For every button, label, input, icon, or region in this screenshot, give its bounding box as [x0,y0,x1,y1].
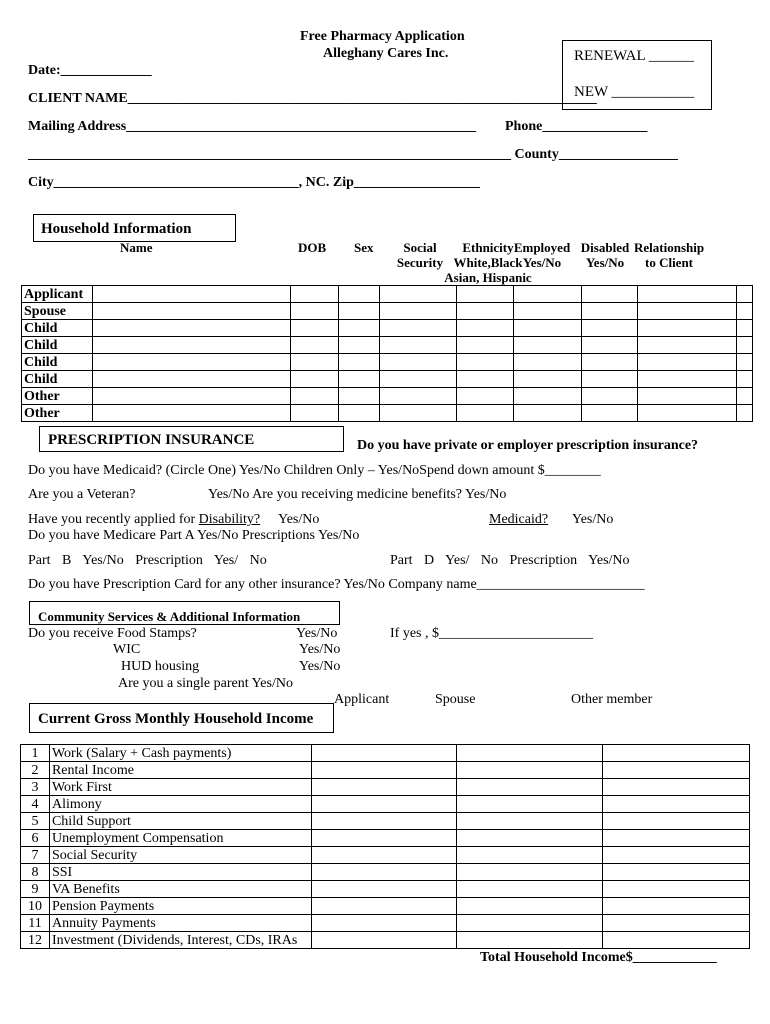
income-row-label: Work First [49,779,311,796]
veteran-answer[interactable]: Yes/No Are you receiving medicine benefits? Yes/No [208,487,507,502]
income-cell-applicant[interactable] [311,830,457,847]
disability-link[interactable]: Disability? [198,512,261,527]
income-cell-other[interactable] [603,830,750,847]
col-applicant-header: Applicant [334,692,390,707]
medicare-part-b[interactable]: Part B Yes/No Prescription Yes/ No [28,553,267,568]
household-table [21,285,753,422]
income-cell-spouse[interactable] [457,847,603,864]
household-cell[interactable] [338,337,379,354]
col-social-line2: Security [396,255,444,270]
income-cell-applicant[interactable] [311,745,457,762]
income-cell-applicant[interactable] [311,779,457,796]
household-row [22,337,753,354]
income-cell-applicant[interactable] [311,796,457,813]
household-row [22,371,753,388]
income-row [21,796,750,813]
client-name-field[interactable]: CLIENT NAME___________________________________________________________________ [28,91,597,106]
household-cell[interactable] [736,354,752,371]
income-cell-spouse[interactable] [457,779,603,796]
household-cell[interactable] [92,388,290,405]
household-cell[interactable] [457,388,514,405]
col-relationship-header [634,240,704,270]
income-cell-other[interactable] [603,864,750,881]
medicaid-link[interactable]: Medicaid? [489,512,549,527]
household-cell[interactable] [379,337,457,354]
income-cell-other[interactable] [603,847,750,864]
household-cell[interactable] [582,320,638,337]
income-cell-spouse[interactable] [457,898,603,915]
household-row [22,303,753,320]
income-row [21,881,750,898]
income-row-number: 7 [21,847,50,864]
income-row-label: Pension Payments [49,898,311,915]
income-row [21,813,750,830]
household-cell[interactable] [290,303,338,320]
household-cell[interactable] [736,405,752,422]
household-row [22,388,753,405]
household-cell[interactable] [514,371,582,388]
col-disabled-line1: Disabled [580,240,630,255]
income-row [21,762,750,779]
household-cell[interactable] [457,337,514,354]
income-cell-applicant[interactable] [311,898,457,915]
household-cell[interactable] [582,405,638,422]
household-cell[interactable] [290,371,338,388]
income-row [21,915,750,932]
income-row [21,830,750,847]
household-cell[interactable] [290,337,338,354]
income-row-label: Alimony [49,796,311,813]
income-row [21,898,750,915]
household-cell[interactable] [379,286,457,303]
household-cell[interactable] [457,371,514,388]
household-cell[interactable] [457,354,514,371]
household-cell[interactable] [338,303,379,320]
household-row-label: Child [22,320,93,337]
form-title: Free Pharmacy Application [300,29,465,44]
income-row-label: SSI [49,864,311,881]
household-row-label: Child [22,354,93,371]
private-insurance-question: Do you have private or employer prescription insurance? [357,438,699,453]
household-cell[interactable] [638,405,737,422]
prescription-card-question[interactable]: Do you have Prescription Card for any other insurance? Yes/No Company name________________________ [28,577,645,592]
household-row-label: Other [22,405,93,422]
household-row-label: Child [22,371,93,388]
food-stamps-question: Do you receive Food Stamps? [28,626,197,641]
income-cell-spouse[interactable] [457,796,603,813]
household-cell[interactable] [514,320,582,337]
household-cell[interactable] [582,337,638,354]
household-cell[interactable] [92,354,290,371]
income-cell-applicant[interactable] [311,932,457,949]
income-row-number: 4 [21,796,50,813]
new-field[interactable]: NEW ___________ [574,84,695,100]
household-cell[interactable] [379,371,457,388]
col-disabled-line2: Yes/No [585,255,625,270]
income-cell-applicant[interactable] [311,915,457,932]
income-cell-applicant[interactable] [311,813,457,830]
household-cell[interactable] [92,303,290,320]
col-ethnicity-line3: Asian, Hispanic [444,270,532,285]
household-cell[interactable] [514,388,582,405]
household-cell[interactable] [736,286,752,303]
disability-answer[interactable]: Yes/No [278,512,320,527]
income-row-number: 3 [21,779,50,796]
income-cell-applicant[interactable] [311,847,457,864]
single-parent-question[interactable]: Are you a single parent Yes/No [118,676,293,691]
household-cell[interactable] [514,286,582,303]
col-employed-line2: Yes/No [522,255,562,270]
col-other-member-header: Other member [571,692,653,707]
city-zip-field[interactable]: City___________________________________, NC. Zip__________________ [28,175,480,190]
household-cell[interactable] [736,303,752,320]
household-row [22,286,753,303]
col-disabled-header [575,240,635,270]
income-row-number: 9 [21,881,50,898]
household-row [22,405,753,422]
household-cell[interactable] [514,337,582,354]
income-cell-other[interactable] [603,813,750,830]
disability-question[interactable] [28,512,260,528]
income-cell-applicant[interactable] [311,864,457,881]
household-cell[interactable] [338,371,379,388]
household-cell[interactable] [514,405,582,422]
income-row-number: 10 [21,898,50,915]
income-cell-other[interactable] [603,796,750,813]
household-cell[interactable] [736,371,752,388]
col-name-header: Name [120,240,153,255]
household-cell[interactable] [514,303,582,320]
income-row-label: Unemployment Compensation [49,830,311,847]
col-social-line1: Social [403,240,437,255]
income-row-label: Rental Income [49,762,311,779]
income-cell-spouse[interactable] [457,881,603,898]
col-spouse-header: Spouse [435,692,476,707]
date-field[interactable]: Date:_____________ [28,63,152,78]
household-cell[interactable] [736,388,752,405]
household-cell[interactable] [638,337,737,354]
household-cell[interactable] [638,354,737,371]
income-cell-applicant[interactable] [311,762,457,779]
medicare-part-d[interactable]: Part D Yes/ No Prescription Yes/No [390,553,630,568]
household-cell[interactable] [290,405,338,422]
household-cell[interactable] [638,388,737,405]
household-row-label: Other [22,388,93,405]
prescription-section-title: PRESCRIPTION INSURANCE [48,432,255,448]
household-cell[interactable] [379,354,457,371]
income-cell-other[interactable] [603,898,750,915]
income-row [21,745,750,762]
household-cell[interactable] [457,405,514,422]
col-dob-header: DOB [298,240,327,255]
income-row-label: Investment (Dividends, Interest, CDs, IRAs [49,932,311,949]
col-ethnicity-line1: Ethnicity [462,240,514,255]
income-row [21,864,750,881]
income-cell-spouse[interactable] [457,915,603,932]
food-stamps-amount-field[interactable]: If yes , $______________________ [390,626,593,641]
renewal-field[interactable]: RENEWAL ______ [574,48,694,64]
income-row-label: Work (Salary + Cash payments) [49,745,311,762]
income-row-number: 6 [21,830,50,847]
medicare-question[interactable]: Do you have Medicare Part A Yes/No Prescriptions Yes/No [28,528,360,543]
income-cell-spouse[interactable] [457,830,603,847]
household-cell[interactable] [582,286,638,303]
household-cell[interactable] [338,354,379,371]
hud-label: HUD housing [121,659,200,674]
income-cell-other[interactable] [603,762,750,779]
col-employed-header [512,240,572,270]
income-row-label: Social Security [49,847,311,864]
income-row [21,779,750,796]
income-cell-spouse[interactable] [457,762,603,779]
total-household-income-field[interactable]: Total Household Income$____________ [480,950,717,965]
household-cell[interactable] [379,303,457,320]
col-employed-line1: Employed [513,240,571,255]
income-row-number: 11 [21,915,50,932]
food-stamps-answer[interactable]: Yes/No [296,626,338,641]
income-row-label: VA Benefits [49,881,311,898]
household-cell[interactable] [457,320,514,337]
household-cell[interactable] [514,354,582,371]
income-cell-spouse[interactable] [457,813,603,830]
household-cell[interactable] [582,303,638,320]
income-row-number: 12 [21,932,50,949]
household-cell[interactable] [338,286,379,303]
disability-prefix: Have you recently applied for [28,512,199,527]
income-row-number: 2 [21,762,50,779]
col-relationship-line1: Relationship [634,240,705,255]
mailing-address-field[interactable]: Mailing Address__________________________________________________ [28,119,477,134]
household-cell[interactable] [338,405,379,422]
income-cell-other[interactable] [603,745,750,762]
household-cell[interactable] [582,354,638,371]
household-cell[interactable] [736,337,752,354]
household-row [22,320,753,337]
household-cell[interactable] [92,337,290,354]
household-cell[interactable] [92,371,290,388]
household-cell[interactable] [638,286,737,303]
household-section-title: Household Information [41,221,192,237]
veteran-question: Are you a Veteran? [28,487,136,502]
household-cell[interactable] [736,320,752,337]
household-cell[interactable] [338,388,379,405]
org-name: Alleghany Cares Inc. [323,46,449,61]
wic-label: WIC [113,642,141,657]
col-relationship-line2: to Client [644,255,694,270]
income-row-label: Annuity Payments [49,915,311,932]
community-section-title: Community Services & Additional Information [38,609,301,624]
household-cell[interactable] [379,388,457,405]
income-row-number: 5 [21,813,50,830]
household-row-label: Applicant [22,286,93,303]
income-table [20,744,750,949]
household-row [22,354,753,371]
income-cell-other[interactable] [603,779,750,796]
hud-answer[interactable]: Yes/No [299,659,341,674]
household-cell[interactable] [290,354,338,371]
income-cell-applicant[interactable] [311,881,457,898]
income-row-label: Child Support [49,813,311,830]
household-row-label: Child [22,337,93,354]
household-cell[interactable] [457,286,514,303]
income-cell-other[interactable] [603,915,750,932]
household-row-label: Spouse [22,303,93,320]
medicaid-question[interactable]: Do you have Medicaid? (Circle One) Yes/No Children Only – Yes/NoSpend down amount $________ [28,463,601,478]
income-cell-spouse[interactable] [457,745,603,762]
household-cell[interactable] [338,320,379,337]
household-cell[interactable] [638,303,737,320]
household-cell[interactable] [290,388,338,405]
medicaid-applied-answer[interactable]: Yes/No [572,512,614,527]
col-ethnicity-line2: White,Black [453,255,523,270]
household-cell[interactable] [290,320,338,337]
income-cell-other[interactable] [603,932,750,949]
income-row-number: 1 [21,745,50,762]
household-cell[interactable] [92,286,290,303]
wic-answer[interactable]: Yes/No [299,642,341,657]
phone-field[interactable]: Phone_______________ [505,119,648,134]
household-cell[interactable] [638,371,737,388]
household-cell[interactable] [92,405,290,422]
income-row-number: 8 [21,864,50,881]
income-cell-spouse[interactable] [457,932,603,949]
address-county-field[interactable]: _____________________________________________________________________ County_________________ [28,147,678,162]
household-cell[interactable] [379,405,457,422]
income-section-title: Current Gross Monthly Household Income [38,711,314,727]
income-row [21,932,750,949]
income-cell-spouse[interactable] [457,864,603,881]
household-cell[interactable] [582,388,638,405]
household-cell[interactable] [457,303,514,320]
household-cell[interactable] [379,320,457,337]
household-cell[interactable] [92,320,290,337]
col-sex-header: Sex [354,240,374,255]
income-row [21,847,750,864]
household-cell[interactable] [290,286,338,303]
household-cell[interactable] [582,371,638,388]
household-cell[interactable] [638,320,737,337]
income-cell-other[interactable] [603,881,750,898]
